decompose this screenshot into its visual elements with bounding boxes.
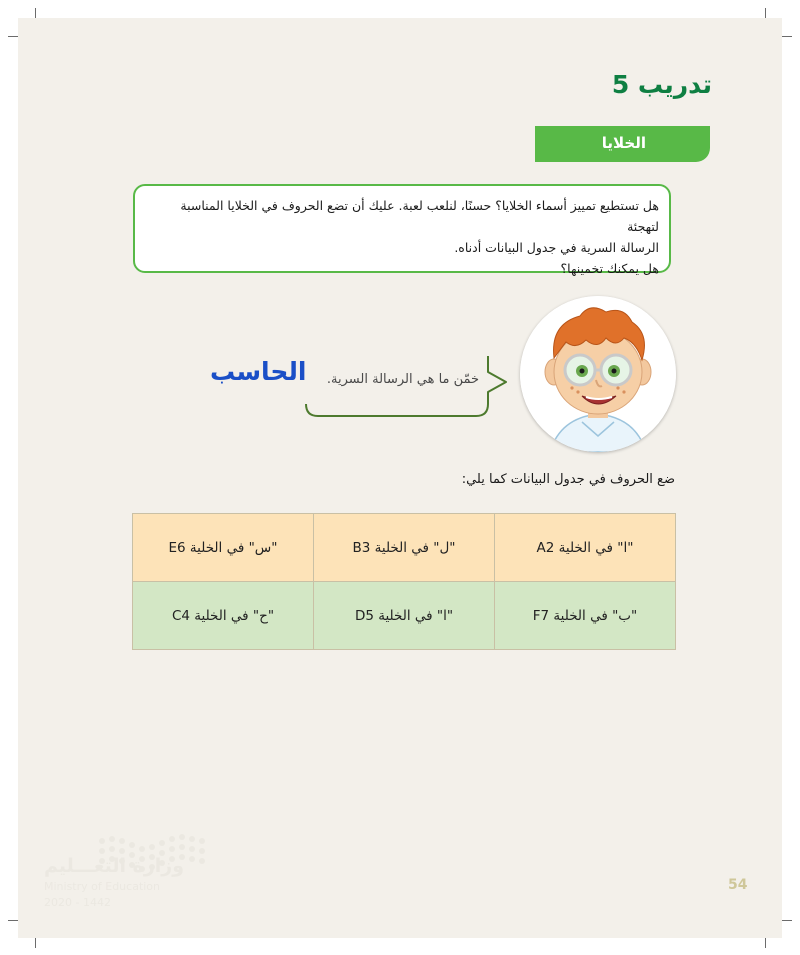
table-cell: "ا" في الخلية A2 xyxy=(495,514,676,582)
table-cell: "ب" في الخلية F7 xyxy=(495,582,676,650)
instruction-line-2: الرسالة السرية في جدول البيانات أدناه. xyxy=(454,240,659,255)
instruction-line-3: هل يمكنك تخمينها؟ xyxy=(560,261,659,276)
letter-placement-table xyxy=(132,513,676,650)
answer-word: الحاسب xyxy=(210,357,307,386)
watermark-ministry-arabic: وزارة التعـــليم xyxy=(44,855,185,877)
watermark-year: 2020 - 1442 xyxy=(44,896,111,909)
exercise-title: تدريب 5 xyxy=(611,70,712,99)
boy-avatar-icon xyxy=(520,296,676,452)
watermark-ministry-english: Ministry of Education xyxy=(44,880,161,893)
instruction-box xyxy=(133,184,671,276)
table-cell: "ا" في الخلية D5 xyxy=(314,582,495,650)
table-prompt: ضع الحروف في جدول البيانات كما يلي: xyxy=(461,472,675,487)
speech-text: خمّن ما هي الرسالة السرية. xyxy=(326,372,480,387)
table-cell: "ل" في الخلية B3 xyxy=(314,514,495,582)
section-tab xyxy=(535,126,710,162)
instruction-line-1: هل تستطيع تمييز أسماء الخلايا؟ حسنًا، لنلعب لعبة. عليك أن تضع الحروف في الخلايا المناسبة لتهجئة xyxy=(180,198,659,234)
table-cell: "س" في الخلية E6 xyxy=(133,514,314,582)
table-row xyxy=(133,582,676,650)
table-cell: "ح" في الخلية C4 xyxy=(133,582,314,650)
section-label: الخلايا xyxy=(601,134,646,152)
page-number: 54 xyxy=(728,877,748,893)
table-row xyxy=(133,514,676,582)
